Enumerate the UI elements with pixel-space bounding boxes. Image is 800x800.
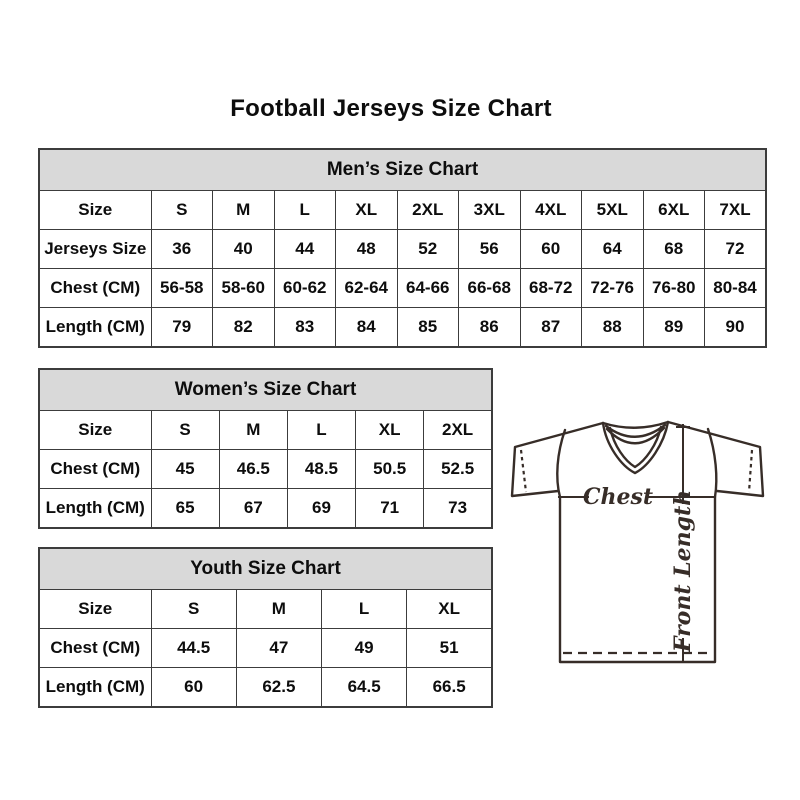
- men-value-cell: 66-68: [459, 269, 521, 308]
- women-table-header: Women’s Size Chart: [39, 369, 492, 411]
- men-value-cell: 64-66: [397, 269, 459, 308]
- youth-value-cell: 64.5: [322, 668, 407, 708]
- men-value-cell: 72: [705, 230, 767, 269]
- men-row-label: Chest (CM): [39, 269, 151, 308]
- men-value-cell: 83: [274, 308, 336, 348]
- men-value-cell: 58-60: [213, 269, 275, 308]
- men-value-cell: 85: [397, 308, 459, 348]
- men-table-grid: [38, 148, 767, 348]
- women-value-cell: 69: [287, 489, 355, 529]
- youth-table-grid: [38, 547, 493, 708]
- youth-table-row: [39, 590, 492, 629]
- youth-table-row: [39, 629, 492, 668]
- men-value-cell: 44: [274, 230, 336, 269]
- men-value-cell: 90: [705, 308, 767, 348]
- men-table-row: [39, 191, 766, 230]
- men-column-header-cell: S: [151, 191, 213, 230]
- mens-size-table: [38, 148, 765, 348]
- youth-size-table: [38, 547, 491, 708]
- men-table-row: [39, 230, 766, 269]
- youth-value-cell: 62.5: [236, 668, 321, 708]
- men-column-header-cell: 2XL: [397, 191, 459, 230]
- men-value-cell: 68: [643, 230, 705, 269]
- men-column-header-cell: M: [213, 191, 275, 230]
- youth-column-header-cell: M: [236, 590, 321, 629]
- men-value-cell: 36: [151, 230, 213, 269]
- men-value-cell: 64: [582, 230, 644, 269]
- women-table-grid: [38, 368, 493, 529]
- youth-row-label: Length (CM): [39, 668, 151, 708]
- youth-row-label: Chest (CM): [39, 629, 151, 668]
- women-value-cell: 46.5: [219, 450, 287, 489]
- men-value-cell: 40: [213, 230, 275, 269]
- men-column-header-cell: XL: [336, 191, 398, 230]
- men-table-row: [39, 269, 766, 308]
- men-value-cell: 52: [397, 230, 459, 269]
- womens-size-table: [38, 368, 491, 529]
- women-column-header-cell: L: [287, 411, 355, 450]
- jersey-collar-top: [603, 422, 668, 428]
- men-column-header-cell: 3XL: [459, 191, 521, 230]
- women-table-row: [39, 489, 492, 529]
- men-value-cell: 56-58: [151, 269, 213, 308]
- men-column-header-cell: 5XL: [582, 191, 644, 230]
- page-title: Football Jerseys Size Chart: [230, 95, 552, 122]
- women-value-cell: 71: [356, 489, 424, 529]
- chest-label: Chest: [582, 484, 654, 510]
- youth-value-cell: 66.5: [407, 668, 492, 708]
- women-column-header-cell: S: [151, 411, 219, 450]
- men-column-header-cell: L: [274, 191, 336, 230]
- men-value-cell: 84: [336, 308, 398, 348]
- women-column-header-cell: M: [219, 411, 287, 450]
- youth-value-cell: 44.5: [151, 629, 236, 668]
- men-value-cell: 87: [520, 308, 582, 348]
- women-value-cell: 50.5: [356, 450, 424, 489]
- men-value-cell: 60: [520, 230, 582, 269]
- women-value-cell: 52.5: [424, 450, 492, 489]
- women-table-row: [39, 411, 492, 450]
- men-value-cell: 56: [459, 230, 521, 269]
- youth-column-header-cell: XL: [407, 590, 492, 629]
- men-table-header: Men’s Size Chart: [39, 149, 766, 191]
- youth-value-cell: 60: [151, 668, 236, 708]
- youth-table-row: [39, 668, 492, 708]
- youth-row-label: Size: [39, 590, 151, 629]
- men-value-cell: 60-62: [274, 269, 336, 308]
- youth-column-header-cell: L: [322, 590, 407, 629]
- youth-value-cell: 49: [322, 629, 407, 668]
- men-column-header-cell: 4XL: [520, 191, 582, 230]
- women-row-label: Length (CM): [39, 489, 151, 529]
- women-value-cell: 65: [151, 489, 219, 529]
- women-table-row: [39, 450, 492, 489]
- women-value-cell: 45: [151, 450, 219, 489]
- men-column-header-cell: 7XL: [705, 191, 767, 230]
- front-length-label: Front Length: [670, 489, 696, 653]
- men-value-cell: 68-72: [520, 269, 582, 308]
- men-value-cell: 48: [336, 230, 398, 269]
- men-column-header-cell: 6XL: [643, 191, 705, 230]
- men-value-cell: 88: [582, 308, 644, 348]
- men-row-label: Size: [39, 191, 151, 230]
- jersey-left-armhole-seam: [557, 430, 565, 497]
- women-value-cell: 73: [424, 489, 492, 529]
- men-table-row: [39, 308, 766, 348]
- women-row-label: Size: [39, 411, 151, 450]
- men-row-label: Jerseys Size: [39, 230, 151, 269]
- youth-value-cell: 51: [407, 629, 492, 668]
- men-value-cell: 79: [151, 308, 213, 348]
- youth-column-header-cell: S: [151, 590, 236, 629]
- men-value-cell: 80-84: [705, 269, 767, 308]
- men-value-cell: 62-64: [336, 269, 398, 308]
- jersey-measurement-diagram: [505, 398, 775, 688]
- women-value-cell: 48.5: [287, 450, 355, 489]
- men-value-cell: 89: [643, 308, 705, 348]
- women-value-cell: 67: [219, 489, 287, 529]
- men-value-cell: 76-80: [643, 269, 705, 308]
- men-value-cell: 72-76: [582, 269, 644, 308]
- women-row-label: Chest (CM): [39, 450, 151, 489]
- men-value-cell: 86: [459, 308, 521, 348]
- jersey-right-armhole-seam: [708, 429, 716, 497]
- youth-table-header: Youth Size Chart: [39, 548, 492, 590]
- youth-value-cell: 47: [236, 629, 321, 668]
- right-cuff-dashed-line: [749, 450, 752, 492]
- women-column-header-cell: 2XL: [424, 411, 492, 450]
- men-value-cell: 82: [213, 308, 275, 348]
- left-cuff-dashed-line: [521, 450, 526, 492]
- men-row-label: Length (CM): [39, 308, 151, 348]
- women-column-header-cell: XL: [356, 411, 424, 450]
